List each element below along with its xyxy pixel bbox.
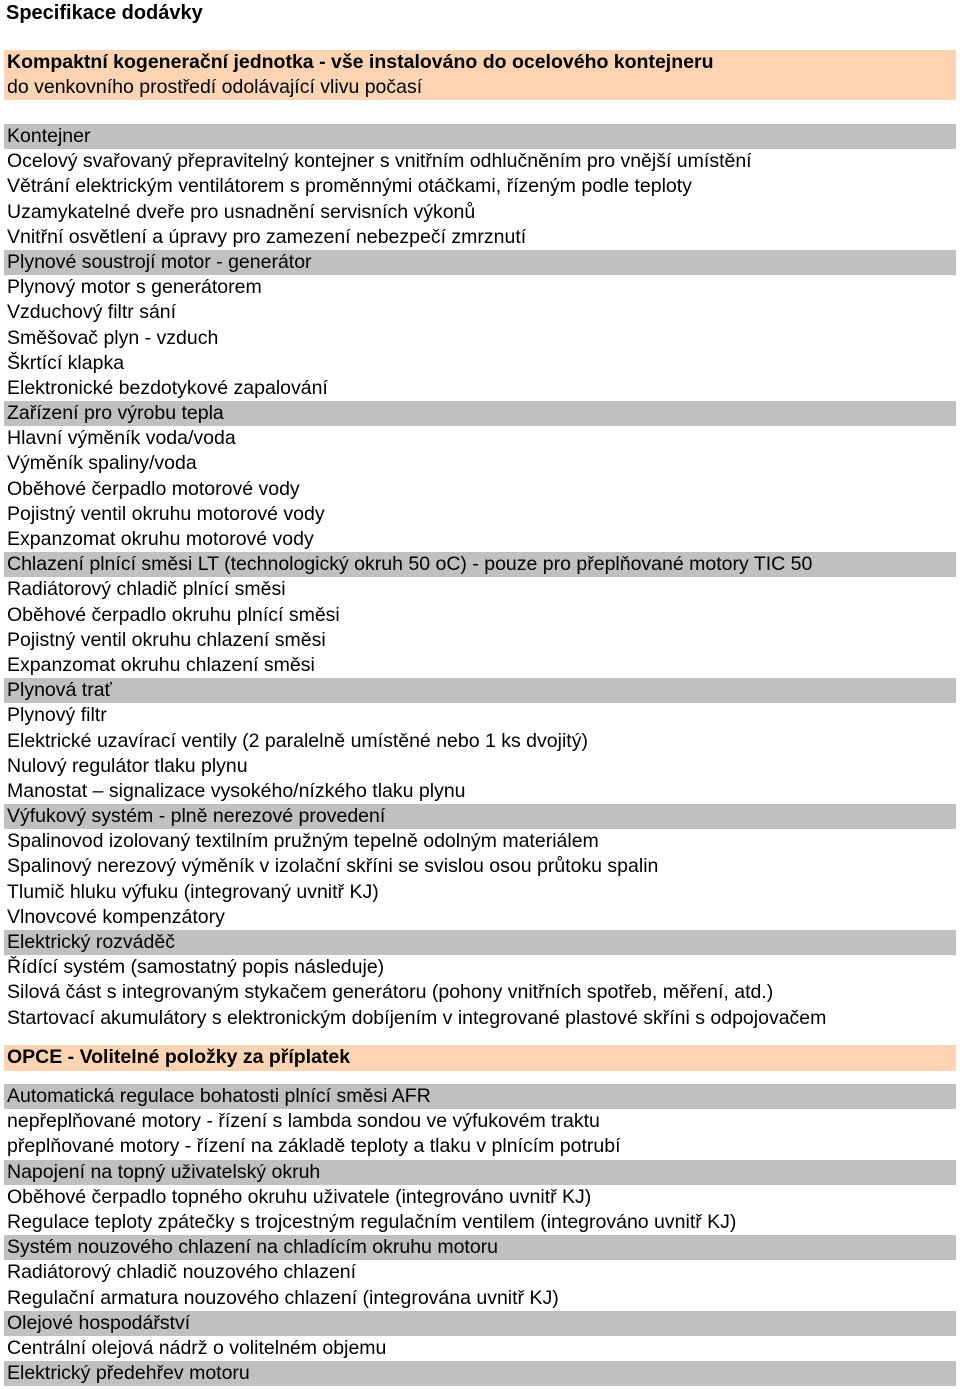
item-row: Pojistný ventil okruhu chlazení směsi [7, 628, 326, 651]
group-heading-row: Elektrický předehřev motoru [4, 1361, 956, 1386]
item-row: Radiátorový chladič nouzového chlazení [7, 1261, 357, 1284]
item-row: Uzamykatelné dveře pro usnadnění servisních výkonů [7, 200, 476, 223]
item-row: Spalinovod izolovaný textilním pružným tepelně odolným materiálem [7, 830, 599, 853]
item-row: Expanzomat okruhu motorové vody [7, 528, 314, 550]
item-row: Spalinový nerezový výměník v izolační skříni se svislou osou průtoku spalin [7, 855, 659, 878]
group-heading-row: Systém nouzového chlazení na chladícím okruhu motoru [4, 1235, 956, 1260]
item-row: Škrtící klapka [7, 351, 125, 374]
item-row: Regulace teploty zpátečky s trojcestným regulačním ventilem (integrováno uvnitř KJ) [7, 1210, 737, 1233]
item-row: Tlumič hluku výfuku (integrovaný uvnitř KJ) [7, 880, 379, 903]
item-row: Oběhové čerpadlo motorové vody [7, 477, 300, 500]
item-row: Elektrické uzavírací ventily (2 paralelně umístěné nebo 1 ks dvojitý) [7, 729, 588, 752]
group-heading-row: Výfukový systém - plně nerezové provedení [4, 804, 956, 829]
item-row: Nulový regulátor tlaku plynu [7, 754, 248, 777]
group-heading-row: Zařízení pro výrobu tepla [4, 401, 956, 426]
group-heading-row: Olejové hospodářství [4, 1311, 956, 1336]
item-row: Startovací akumulátory s elektronickým dobíjením v integrované plastové skříni s odpojovačem [7, 1006, 827, 1029]
item-row: Hlavní výměník voda/voda [7, 427, 236, 450]
item-row: Silová část s integrovaným stykačem generátoru (pohony vnitřních spotřeb, měření, atd.) [7, 981, 774, 1004]
item-row: Vlnovcové kompenzátory [7, 905, 225, 928]
item-row: Směšovač plyn - vzduch [7, 326, 219, 349]
item-row: Centrální olejová nádrž o volitelném objemu [7, 1336, 387, 1359]
item-row: Expanzomat okruhu chlazení směsi [7, 653, 315, 676]
item-row: Větrání elektrickým ventilátorem s proměnnými otáčkami, řízeným podle teploty [7, 175, 692, 198]
group-heading-row: Napojení na topný uživatelský okruh [4, 1160, 956, 1185]
item-row: Radiátorový chladič plnící směsi [7, 578, 286, 601]
options-list [0, 1084, 960, 1386]
item-row: Manostat – signalizace vysokého/nízkého tlaku plynu [7, 779, 466, 802]
delivery-spec-list [0, 124, 960, 1031]
item-row: Plynový motor s generátorem [7, 276, 262, 299]
item-row: Vzduchový filtr sání [7, 301, 177, 324]
main-header-line1: Kompaktní kogenerační jednotka - vše instalováno do ocelového kontejneru [7, 51, 714, 73]
page-title: Specifikace dodávky [6, 2, 203, 24]
item-row: Řídící systém (samostatný popis následuje) [7, 956, 385, 979]
group-heading-row: Chlazení plnící směsi LT (technologický okruh 50 oC) - pouze pro přeplňované motory TIC 50 [4, 552, 956, 577]
item-row: přeplňované motory - řízení na základě teploty a tlaku v plnícím potrubí [7, 1135, 621, 1158]
item-row: Elektronické bezdotykové zapalování [7, 376, 328, 399]
main-header [4, 50, 956, 100]
item-row: nepřeplňované motory - řízení s lambda sondou ve výfukovém traktu [7, 1110, 600, 1133]
group-heading-row: Elektrický rozváděč [4, 930, 956, 955]
item-row: Oběhové čerpadlo okruhu plnící směsi [7, 603, 340, 626]
main-header-line2: do venkovního prostředí odolávající vlivu počasí [7, 76, 423, 98]
item-row: Pojistný ventil okruhu motorové vody [7, 502, 325, 525]
item-row: Ocelový svařovaný přepravitelný kontejner s vnitřním odhlučněním pro vnější umístění [7, 150, 752, 173]
group-heading-row: Automatická regulace bohatosti plnící směsi AFR [4, 1084, 956, 1109]
item-row: Oběhové čerpadlo topného okruhu uživatele (integrováno uvnitř KJ) [7, 1185, 592, 1208]
options-header [4, 1045, 956, 1071]
item-row: Plynový filtr [7, 704, 107, 727]
group-heading-row: Kontejner [4, 124, 956, 149]
group-heading-row: Plynová trať [4, 678, 956, 703]
item-row: Regulační armatura nouzového chlazení (integrována uvnitř KJ) [7, 1286, 559, 1309]
options-header-title: OPCE - Volitelné položky za příplatek [7, 1046, 351, 1068]
group-heading-row: Plynové soustrojí motor - generátor [4, 250, 956, 275]
item-row: Výměník spaliny/voda [7, 452, 197, 475]
item-row: Vnitřní osvětlení a úpravy pro zamezení nebezpečí zmrznutí [7, 225, 527, 248]
